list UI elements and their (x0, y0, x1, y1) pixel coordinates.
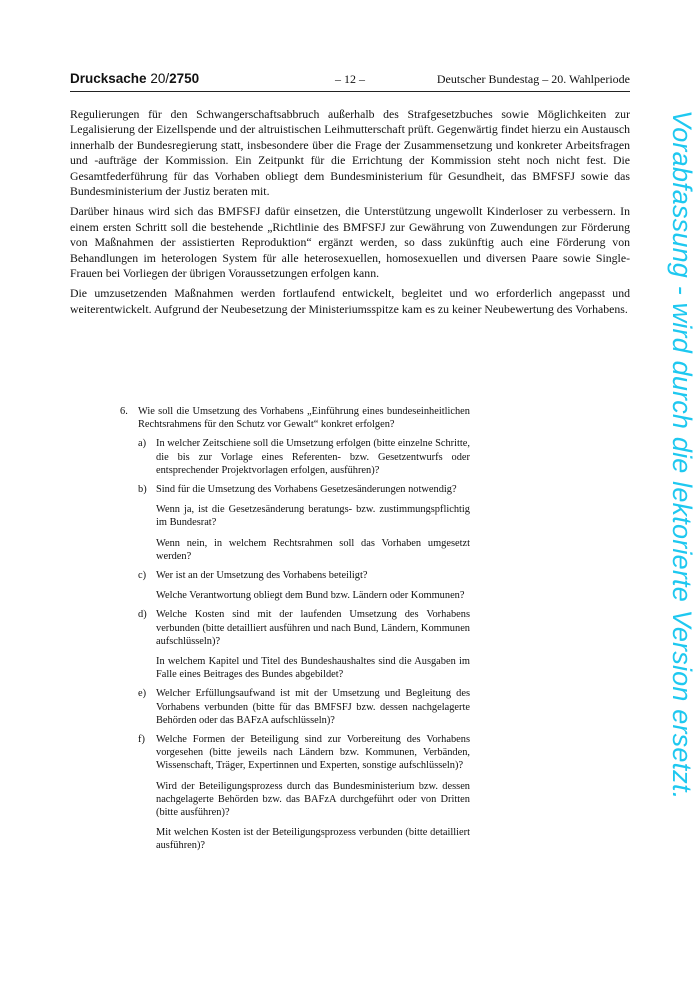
subquestion-f-followup: Wird der Beteiligungsprozess durch das Bundesministerium bzw. dessen nachgelagerte Behörden bzw. das BAFzA durchgeführt oder von Dritten (bitte ausführen)? (156, 780, 470, 819)
answer-text (70, 107, 630, 322)
subquestion-c-followup: Welche Verantwortung obliegt dem Bund bzw. Ländern oder Kommunen? (156, 590, 465, 602)
publisher: Deutscher Bundestag – 20. Wahlperiode (436, 72, 630, 86)
paragraph: Die umzusetzenden Maßnahmen werden fortlaufend entwickelt, begleitet und wo erforderlich angepasst und weiterentwickelt. Aufgrund der Neubesetzung der Ministeriumsspitze kam es zu keiner Neubewertung des Vorhabens. (70, 286, 630, 316)
question-block (120, 405, 470, 853)
subquestion-a: a) In welcher Zeitschiene soll die Umsetzung erfolgen (bitte einzelne Schritte, die bis zur Vorlage eines Referenten- bzw. Gesetzentwurfs oder entsprechender Projektvorlagen erfolgen, ausführen)? (138, 438, 470, 476)
subquestion-d: d) Welche Kosten sind mit der laufenden Umsetzung des Vorhabens verbunden (bitte detailliert ausführen und nach Bund, Ländern, Kommunen aufschlüsseln)? (138, 609, 470, 647)
subquestion-b-followup: Wenn nein, in welchem Rechtsrahmen soll das Vorhaben umgesetzt werden? (156, 537, 470, 562)
document-number: Drucksache 20/2750 (70, 71, 200, 86)
subquestion-c: c) Wer ist an der Umsetzung des Vorhabens beteiligt? (138, 570, 368, 582)
paragraph: Darüber hinaus wird sich das BMFSFJ dafür einsetzen, die Unterstützung ungewollt Kinderloser zu verbessern. In einem ersten Schritt soll die bestehende „Richtlinie des BMFSFJ zur Gewährung von Zuwendungen zur Förderung von Maßnahmen der assistierten Reproduktion“ ergänzt werden, so dass zukünftig auch eine Förderung von Behandlungen im heterologen System für alle heterosexuellen, homosexuellen und diversen Paare sowie Single-Frauen bei Vorliegen der übrigen Voraussetzungen erfolgen kann. (70, 204, 630, 281)
question-6: 6. Wie soll die Umsetzung des Vorhabens „Einführung eines bundeseinheitlichen Rechtsrahmens für den Schutz vor Gewalt“ konkret erfolgen? (120, 406, 470, 431)
subquestion-d-followup: In welchem Kapitel und Titel des Bundeshaushaltes sind die Ausgaben im Falle eines Beitrages des Bundes abgebildet? (156, 656, 470, 681)
paragraph: Regulierungen für den Schwangerschaftsabbruch außerhalb des Strafgesetzbuches sowie Möglichkeiten zur Legalisierung der Eizellspende und der altruistischen Leihmutterschaft prüft. Gegenwärtig findet hierzu ein Austausch innerhalb der Bundesregierung statt, insbesondere über die Frage der Zusammensetzung und konkreter Arbeitsfragen und -aufträge der Kommission. Ein Zeitpunkt für die Errichtung der Kommission steht noch nicht fest. Die Gesamtfederführung für das Vorhaben obliegt dem Bundesministerium für Gesundheit, das BMFSFJ sowie das Bundesministerium der Justiz beraten mit. (70, 107, 630, 199)
subquestion-e: e) Welcher Erfüllungsaufwand ist mit der Umsetzung und Begleitung des Vorhabens verbunden (bitte für das BMFSFJ bzw. dessen nachgelagerte Behörden oder das BAFzA aufschlüsseln)? (138, 688, 470, 726)
subquestion-b: b) Sind für die Umsetzung des Vorhabens Gesetzesänderungen notwendig? (138, 484, 457, 496)
subquestion-b-followup: Wenn ja, ist die Gesetzesänderung beratungs- bzw. zustimmungspflichtig im Bundesrat? (156, 504, 470, 529)
subquestion-f-followup: Mit welchen Kosten ist der Beteiligungsprozess verbunden (bitte detailliert ausführen)? (156, 827, 470, 852)
page-header (70, 71, 630, 92)
draft-watermark: Vorabfassung - wird durch die lektorierte Version ersetzt. (667, 110, 697, 800)
page-number: – 12 – (335, 72, 365, 86)
subquestion-f: f) Welche Formen der Beteiligung sind zur Vorbereitung des Vorhabens vorgesehen (bitte jeweils nach Ländern bzw. Kommunen, Verbänden, Wissenschaft, Träger, Expertinnen und Experten, sonstige aufschlüsseln)? (138, 734, 470, 772)
